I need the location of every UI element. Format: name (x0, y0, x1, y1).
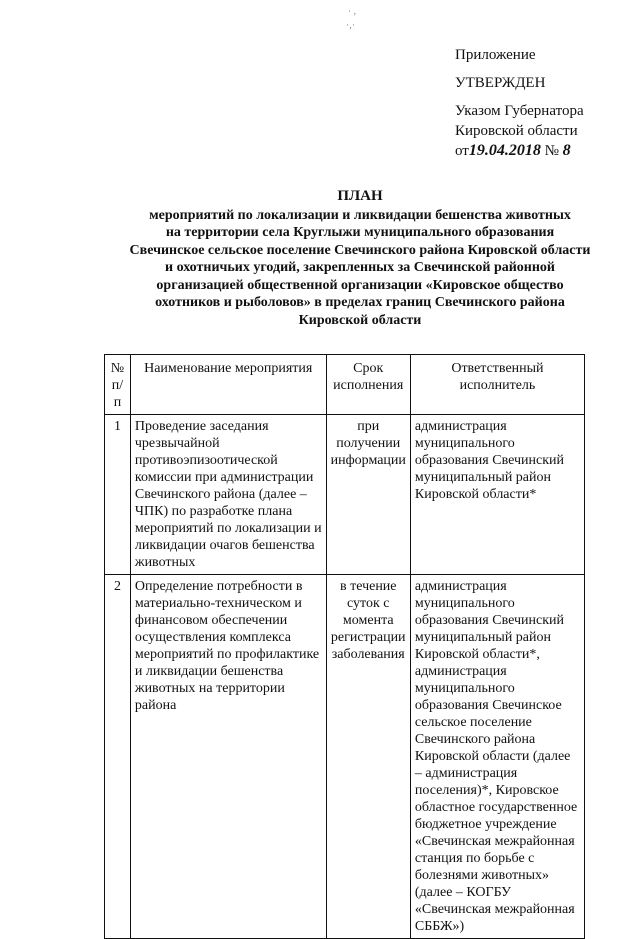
header-number: № п/п (105, 355, 131, 415)
scan-artifact: · ‚ (348, 6, 357, 16)
handwritten-number: 8 (562, 142, 571, 159)
row-executor: администрация муниципального образования Свечинский муниципальный район Кировской области*, администрация муниципального образования Свечинское сельское поселение Свечинского района Кировской области (далее – администрация поселения)*, Кировское областное государственное бюджетное учреждение «Свечинская межрайонная станция по борьбе с болезнями животных» (далее – КОГБУ «Свечинская межрайонная СББЖ») (410, 575, 584, 939)
appendix-label: Приложение (455, 47, 536, 63)
table-header-row (105, 355, 585, 415)
row-activity-name: Проведение заседания чрезвычайной противоэпизоотической комиссии при администрации Свечинского района (далее – ЧПК) по разработке плана мероприятий по локализации и ликвидации очагов бешенства животных (130, 415, 326, 575)
plan-subtitle-line: мероприятий по локализации и ликвидации бешенства животных (149, 207, 571, 223)
region-label: Кировской области (455, 123, 578, 139)
header-executor: Ответственный исполнитель (410, 355, 584, 415)
plan-subtitle-line: организацией общественной организации «Кировское общество (156, 277, 564, 293)
header-activity-name: Наименование мероприятия (130, 355, 326, 415)
plan-subtitle-line: охотников и рыболовов» в пределах границ Свечинского района (155, 295, 565, 310)
plan-subtitle-line: Свечинское сельское поселение Свечинского района Кировской области (129, 242, 591, 258)
decree-label: Указом Губернатора (455, 103, 584, 119)
row-executor: администрация муниципального образования Свечинский муниципальный район Кировской области* (410, 415, 584, 575)
date-prefix: от (455, 143, 469, 159)
row-term: при получении информации (326, 415, 410, 575)
plan-title: ПЛАН (337, 188, 383, 204)
table-row (105, 415, 585, 575)
header-term: Срок исполнения (326, 355, 410, 415)
scan-artifact: ·‚· (346, 20, 355, 30)
approved-label: УТВЕРЖДЕН (455, 75, 546, 91)
handwritten-date: 19.04.2018 (468, 142, 541, 159)
row-number: 1 (105, 415, 131, 575)
plan-subtitle-line: Кировской области (298, 312, 422, 328)
plan-title-block (100, 188, 620, 329)
row-activity-name: Определение потребности в материально-техническом и финансовом обеспечении осуществления комплекса мероприятий по профилактике и ликвидации бешенства животных на территории района (130, 575, 326, 939)
number-prefix: № (544, 143, 559, 159)
approval-stamp-block (455, 45, 584, 161)
plan-subtitle-line: на территории села Круглыжи муниципального образования (165, 225, 555, 240)
table-row (105, 575, 585, 939)
row-number: 2 (105, 575, 131, 939)
decree-date-line (455, 141, 584, 161)
plan-table (104, 354, 585, 939)
row-term: в течение суток с момента регистрации заболевания (326, 575, 410, 939)
plan-subtitle-line: и охотничьих угодий, закрепленных за Свечинской районной (165, 260, 555, 275)
